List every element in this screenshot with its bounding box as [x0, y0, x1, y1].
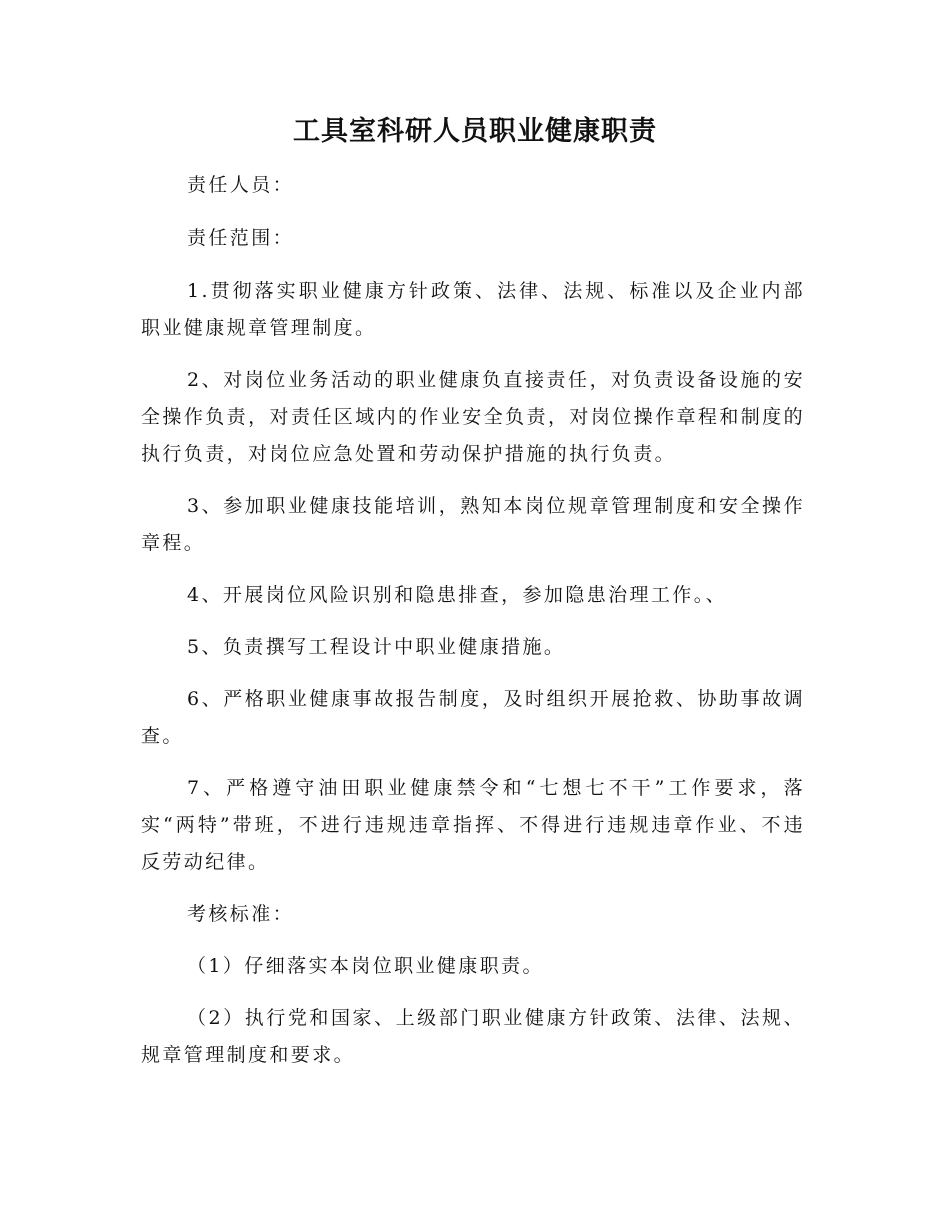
- duty-item-6: 6、严格职业健康事故报告制度，及时组织开展抢救、协助事故调查。: [141, 688, 805, 747]
- responsible-person-label: 责任人员：: [187, 174, 295, 196]
- assessment-standard-label: 考核标准：: [187, 903, 295, 925]
- duty-item-1: 1.贯彻落实职业健康方针政策、法律、法规、标准以及企业内部职业健康规章管理制度。: [141, 280, 805, 339]
- document-body: [141, 167, 805, 1074]
- duty-item-4: 4、开展岗位风险识别和隐患排查，参加隐患治理工作。、: [187, 584, 727, 606]
- duty-item-3: 3、参加职业健康技能培训，熟知本岗位规章管理制度和安全操作章程。: [141, 495, 805, 554]
- responsibility-scope-label: 责任范围：: [187, 227, 295, 249]
- duty-item-5: 5、负责撰写工程设计中职业健康措施。: [187, 636, 566, 658]
- assessment-item-1: （1）仔细落实本岗位职业健康职责。: [187, 955, 544, 977]
- document-title: 工具室科研人员职业健康职责: [293, 116, 657, 147]
- duty-item-7: 7、严格遵守油田职业健康禁令和“七想七不干”工作要求，落实“两特”带班，不进行违规违章指挥、不得进行违规违章作业、不违反劳动纪律。: [141, 777, 805, 873]
- duty-item-2: 2、对岗位业务活动的职业健康负直接责任，对负责设备设施的安全操作负责，对责任区域内的作业安全负责，对岗位操作章程和制度的执行负责，对岗位应急处置和劳动保护措施的执行负责。: [141, 369, 805, 465]
- assessment-item-2: （2）执行党和国家、上级部门职业健康方针政策、法律、法规、规章管理制度和要求。: [141, 1007, 805, 1066]
